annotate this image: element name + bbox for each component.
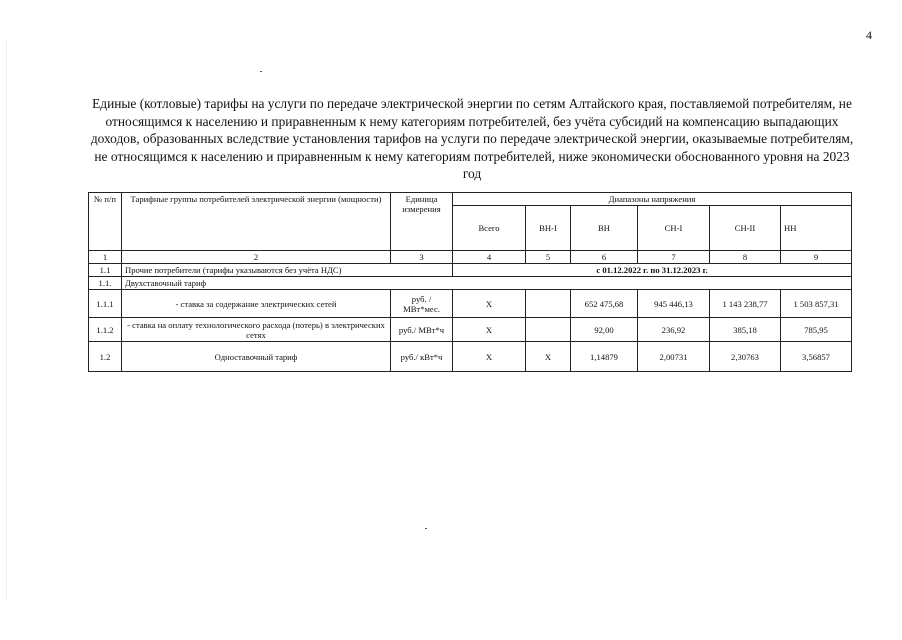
subsection-num: 1.1. — [89, 277, 122, 290]
scan-speck — [260, 71, 262, 72]
table-row — [89, 342, 852, 372]
col-number: 7 — [638, 251, 710, 264]
row-num: 1.1.2 — [89, 318, 122, 342]
row-label: Одноставочный тариф — [122, 342, 391, 372]
row-sn1: 2,00731 — [638, 342, 710, 372]
section-num: 1.1 — [89, 264, 122, 277]
col-number: 8 — [710, 251, 781, 264]
document-title: Единые (котловые) тарифы на услуги по передаче электрической энергии по сетям Алтайского края, поставляемой потребителям, не относящимся к населению и приравненным к нему категориям потребителей, без учёта субсидий на компенсацию выпадающих доходов, образованных вследствие установления тарифов на услуги по передаче электрической энергии, оказываемые потребителям, не относящимся к населению и приравненным к нему категориям потребителей, ниже экономически обоснованного уровня на 2023 год — [90, 96, 854, 181]
section-period: с 01.12.2022 г. по 31.12.2023 г. — [453, 264, 852, 277]
row-nn: 3,56857 — [781, 342, 852, 372]
col-number: 9 — [781, 251, 852, 264]
row-unit: руб./ кВт*ч — [391, 342, 453, 372]
row-label: - ставка за содержание электрических сетей — [122, 290, 391, 318]
row-num: 1.2 — [89, 342, 122, 372]
header-ranges: Диапазоны напряжения — [453, 193, 852, 206]
row-vn1: Х — [526, 342, 571, 372]
header-num: № п/п — [89, 193, 122, 251]
header-total: Всего — [453, 206, 526, 251]
row-unit: руб. /МВт*мес. — [391, 290, 453, 318]
section-label: Прочие потребители (тарифы указываются без учёта НДС) — [122, 264, 453, 277]
row-num: 1.1.1 — [89, 290, 122, 318]
row-unit: руб./ МВт*ч — [391, 318, 453, 342]
row-total: Х — [453, 290, 526, 318]
row-nn: 1 503 857,31 — [781, 290, 852, 318]
row-sn1: 945 446,13 — [638, 290, 710, 318]
header-sn1: СН-I — [638, 206, 710, 251]
table-row — [89, 318, 852, 342]
row-nn: 785,95 — [781, 318, 852, 342]
subsection-label: Двухставочный тариф — [122, 277, 852, 290]
header-unit: Единица измерения — [391, 193, 453, 251]
row-label: - ставка на оплату технологического расхода (потерь) в электрических сетях — [122, 318, 391, 342]
row-total: Х — [453, 318, 526, 342]
page-number: 4 — [866, 28, 872, 42]
row-vn1 — [526, 290, 571, 318]
scan-margin-line — [6, 40, 7, 600]
col-number: 1 — [89, 251, 122, 264]
col-number: 3 — [391, 251, 453, 264]
header-vn: ВН — [571, 206, 638, 251]
col-number: 2 — [122, 251, 391, 264]
col-number: 6 — [571, 251, 638, 264]
header-group: Тарифные группы потребителей электрической энергии (мощности) — [122, 193, 391, 251]
header-nn: НН — [781, 206, 852, 251]
row-sn2: 1 143 238,77 — [710, 290, 781, 318]
scan-speck — [425, 528, 427, 529]
row-sn2: 385,18 — [710, 318, 781, 342]
header-vn1: ВН-I — [526, 206, 571, 251]
row-vn1 — [526, 318, 571, 342]
row-vn: 652 475,68 — [571, 290, 638, 318]
row-sn1: 236,92 — [638, 318, 710, 342]
row-total: Х — [453, 342, 526, 372]
row-vn: 92,00 — [571, 318, 638, 342]
header-sn2: СН-II — [710, 206, 781, 251]
row-vn: 1,14879 — [571, 342, 638, 372]
col-number: 4 — [453, 251, 526, 264]
tariff-table — [88, 192, 852, 372]
row-sn2: 2,30763 — [710, 342, 781, 372]
col-number: 5 — [526, 251, 571, 264]
table-row — [89, 290, 852, 318]
